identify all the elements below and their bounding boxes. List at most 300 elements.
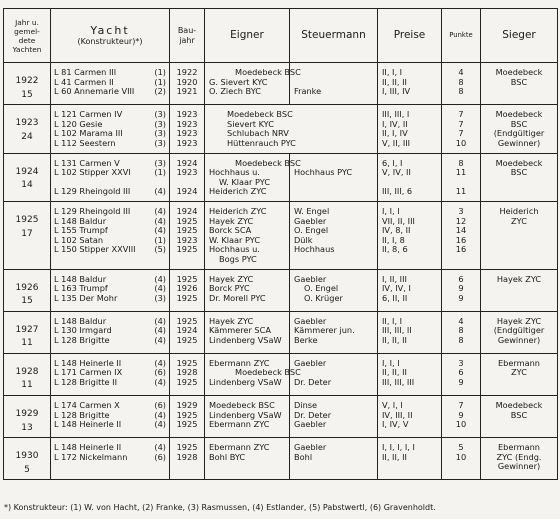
yacht-designer-code (152, 255, 166, 265)
owner-name: Schlubach NRV (227, 129, 289, 139)
baujahr-value: 1925 (176, 410, 198, 420)
winner-text: Hayek ZYC (496, 316, 542, 326)
baujahr-value: 1921 (176, 87, 198, 97)
yacht-name: L 128 Brigitte (54, 410, 110, 420)
helmsman-name: Gaebler (294, 420, 327, 430)
winner-text: BSC (510, 168, 528, 178)
yacht-entry (51, 294, 169, 304)
yacht-entry (51, 317, 169, 327)
owner-cell (205, 201, 290, 269)
prizes-cell (378, 438, 442, 480)
prizes-cell (378, 353, 442, 395)
yacht-entry (51, 129, 169, 139)
race-group-row (4, 396, 558, 438)
points-value: 9 (458, 378, 464, 388)
points-value: 7 (458, 119, 464, 129)
header-year-line: dete (18, 35, 36, 45)
year-cell (4, 201, 51, 269)
prizes-value: V, IV, II (382, 168, 411, 178)
prizes-value: V, II, III (382, 138, 411, 148)
header-year-line: Yachten (12, 44, 42, 54)
race-year: 1928 (15, 366, 39, 377)
helmsman-name (294, 68, 377, 78)
points-value: 9 (458, 284, 464, 294)
winner-text: BSC (510, 119, 528, 129)
prizes-value: II, I, I (382, 316, 403, 326)
yacht-entry (51, 68, 169, 78)
yacht-name: L 130 Irmgard (54, 326, 112, 336)
owner-name: Moedebeck BSC (235, 67, 301, 77)
yacht-designer-code: (3) (154, 293, 166, 303)
owner-name: Hochhaus u. (209, 245, 260, 255)
points-value: 8 (458, 335, 464, 345)
yacht-cell (51, 396, 170, 438)
prizes-cell (378, 63, 442, 105)
points-cell (442, 353, 481, 395)
yacht-name: L 129 Rheingold III (54, 187, 131, 197)
prizes-value: II, II, II (382, 77, 407, 87)
owner-name: Ebermann ZYC (209, 358, 270, 368)
yacht-designer-code: (4) (154, 216, 166, 226)
entry-count: 5 (24, 464, 30, 475)
yacht-designer-code: (4) (154, 226, 166, 236)
helmsman-name (294, 159, 377, 169)
header-punkte: Punkte (442, 9, 481, 63)
prizes-value: III, III, II (382, 326, 412, 336)
yacht-name: L 155 Trumpf (54, 226, 108, 236)
yacht-entry (51, 401, 169, 411)
helmsman-name (294, 178, 377, 188)
results-table (3, 8, 558, 480)
helmsman-cell (290, 438, 378, 480)
baujahr-value: 1922 (176, 68, 198, 77)
yacht-entry (51, 411, 169, 421)
helmsman-name: Gaebler (294, 216, 327, 226)
helmsman-name: Berke (294, 335, 318, 345)
points-value: 9 (458, 410, 464, 420)
race-year: 1927 (15, 324, 39, 335)
yacht-name: L 120 Gesie (54, 119, 103, 129)
yacht-designer-code: (2) (154, 87, 166, 97)
baujahr-value: 1925 (176, 316, 198, 326)
yacht-entry (51, 420, 169, 430)
yacht-designer-code: (1) (154, 168, 166, 178)
yacht-designer-code: (4) (154, 410, 166, 420)
yacht-name: L 148 Baldur (54, 316, 107, 326)
yacht-entry (51, 207, 169, 217)
prizes-value: I, III, IV (382, 87, 411, 97)
helmsman-name (294, 255, 377, 265)
owner-name: Hüttenrauch PYC (227, 138, 296, 148)
yacht-cell (51, 269, 170, 311)
winner-text: Hayek ZYC (496, 274, 542, 284)
winner-text: Moedebeck (495, 68, 543, 77)
yacht-designer-code: (3) (154, 110, 166, 120)
yacht-designer-code: (1) (154, 235, 166, 245)
prizes-cell (378, 105, 442, 153)
owner-name: Hochhaus u. (209, 168, 260, 178)
helmsman-name: Gaebler (294, 316, 327, 326)
yacht-designer-code: (4) (154, 335, 166, 345)
owner-cell (205, 396, 290, 438)
header-steuermann: Steuermann (290, 9, 378, 63)
yacht-name (54, 178, 152, 188)
header-baujahr-line: jahr (179, 35, 195, 45)
baujahr-cell (170, 201, 205, 269)
yacht-designer-code: (4) (154, 420, 166, 430)
prizes-value: V, I, I (382, 401, 403, 411)
owner-cell (205, 269, 290, 311)
prizes-value: 6, I, I (382, 158, 403, 168)
winner-text: (Endgültiger (493, 326, 545, 336)
owner-name: Hayek ZYC (209, 316, 254, 326)
yacht-name: L 148 Heinerle II (54, 420, 122, 430)
baujahr-value: 1925 (176, 335, 198, 345)
entry-count: 17 (21, 228, 33, 239)
year-cell (4, 311, 51, 353)
yacht-name: L 112 Seestern (54, 138, 116, 148)
yacht-name: L 41 Carmen II (54, 77, 114, 87)
baujahr-value: 1925 (176, 245, 198, 255)
points-value: 9 (458, 293, 464, 303)
baujahr-value: 1923 (176, 168, 198, 178)
entry-count: 24 (21, 131, 33, 142)
race-group-row (4, 153, 558, 201)
yacht-entry (51, 236, 169, 246)
winner-cell (481, 396, 558, 438)
prizes-value: III, III, I (382, 110, 410, 120)
header-baujahr-line: Bau- (177, 25, 197, 35)
prizes-value: II, I, IV (382, 129, 408, 139)
baujahr-cell (170, 63, 205, 105)
winner-text: Gewinner) (497, 138, 541, 148)
winner-text: Moedebeck (495, 110, 543, 120)
helmsman-name: W. Engel (294, 206, 330, 216)
yacht-entry (51, 378, 169, 388)
points-value: 8 (458, 77, 464, 87)
owner-name: Ebermann ZYC (209, 443, 270, 453)
winner-text: BSC (510, 410, 528, 420)
helmsman-name: Dinse (294, 401, 318, 411)
yacht-designer-code: (4) (154, 206, 166, 216)
owner-name: O. Ziech BYC (209, 87, 261, 97)
points-value: 8 (458, 158, 464, 168)
helmsman-name: Gaebler (294, 274, 327, 284)
baujahr-value: 1924 (176, 326, 198, 336)
helmsman-name (294, 78, 377, 88)
race-group-row (4, 201, 558, 269)
baujahr-value: 1925 (176, 293, 198, 303)
points-value: 8 (458, 87, 464, 97)
baujahr-value: 1925 (176, 443, 198, 453)
points-value: 4 (458, 316, 464, 326)
yacht-name: L 148 Baldur (54, 216, 107, 226)
owner-name: Borck SCA (209, 226, 252, 236)
owner-name: Hayek ZYC (209, 216, 254, 226)
points-value: 7 (458, 401, 464, 411)
race-year: 1922 (15, 76, 39, 86)
helmsman-cell (290, 311, 378, 353)
helmsman-name: O. Engel (294, 226, 329, 236)
header-yacht-title: Yacht (90, 23, 130, 37)
entry-count: 15 (21, 89, 33, 100)
helmsman-name: Hochhaus PYC (294, 168, 353, 178)
baujahr-cell (170, 396, 205, 438)
yacht-entry (51, 443, 169, 453)
prizes-cell (378, 311, 442, 353)
race-group-row (4, 311, 558, 353)
yacht-entry (51, 245, 169, 255)
helmsman-name: Hochhaus (294, 245, 335, 255)
yacht-designer-code: (4) (154, 274, 166, 284)
prizes-value: II, II, II (382, 368, 407, 378)
points-value: 14 (455, 226, 467, 236)
winner-cell (481, 311, 558, 353)
owner-name: Kämmerer SCA (209, 326, 271, 336)
owner-name: Dr. Morell PYC (209, 293, 266, 303)
yacht-entry (51, 87, 169, 97)
winner-text: ZYC (511, 216, 527, 226)
yacht-entry (51, 226, 169, 236)
prizes-value: II, 8, 6 (382, 245, 408, 255)
owner-name: Heiderich ZYC (209, 206, 267, 216)
race-year: 1925 (15, 214, 39, 225)
baujahr-value: 1928 (176, 452, 198, 462)
race-group-row (4, 269, 558, 311)
prizes-value (382, 178, 441, 188)
points-value: 16 (455, 235, 467, 245)
header-baujahr (170, 9, 205, 63)
prizes-value: IV, III, II (382, 410, 413, 420)
prizes-cell (378, 201, 442, 269)
owner-name: Ebermann ZYC (209, 420, 270, 430)
baujahr-value: 1923 (176, 138, 198, 148)
prizes-value: II, I, I (382, 68, 403, 77)
winner-cell (481, 63, 558, 105)
prizes-value: I, I, I, I, I (382, 443, 415, 453)
header-year (4, 9, 51, 63)
prizes-value (382, 255, 441, 265)
race-group-row (4, 105, 558, 153)
owner-cell (205, 353, 301, 395)
yacht-name: L 129 Rheingold III (54, 206, 131, 216)
points-value: 11 (455, 187, 467, 197)
yacht-cell (51, 353, 170, 395)
points-cell (442, 105, 481, 153)
yacht-name (54, 255, 152, 265)
yacht-designer-code: (4) (154, 187, 166, 197)
owner-name: W. Klaar PYC (209, 235, 261, 245)
owner-name: Lindenberg VSaW (209, 410, 282, 420)
prizes-value: VII, II, III (382, 216, 415, 226)
baujahr-value: 1924 (176, 187, 198, 197)
owner-name: Borck PYC (209, 284, 250, 294)
owner-name: Moedebeck BSC (235, 367, 301, 378)
points-cell (442, 201, 481, 269)
header-year-line: gemel- (14, 26, 40, 36)
yacht-name: L 131 Carmen V (54, 158, 120, 168)
yacht-entry (51, 368, 169, 378)
helmsman-cell (290, 63, 378, 105)
owner-span-cell (205, 105, 378, 153)
baujahr-value: 1925 (176, 420, 198, 430)
yacht-designer-code: (4) (154, 358, 166, 368)
yacht-cell (51, 105, 170, 153)
baujahr-cell (170, 153, 205, 201)
points-cell (442, 438, 481, 480)
header-row (4, 9, 558, 63)
helmsman-cell (290, 201, 378, 269)
winner-text: Moedebeck (495, 401, 543, 411)
winner-text: BSC (510, 77, 528, 87)
yacht-entry (51, 168, 169, 178)
winner-text: Gewinner) (497, 462, 541, 472)
points-value: 6 (458, 274, 464, 284)
entry-count: 11 (21, 380, 33, 391)
yacht-name: L 174 Carmen X (54, 401, 120, 411)
baujahr-value: 1924 (176, 158, 198, 168)
yacht-entry (51, 217, 169, 227)
helmsman-name: Kämmerer jun. (294, 326, 355, 336)
baujahr-cell (170, 438, 205, 480)
yacht-designer-code: (6) (154, 452, 166, 462)
helmsman-name (294, 187, 377, 197)
yacht-entry (51, 178, 169, 188)
owner-name: Sievert KYC (227, 119, 274, 129)
yacht-entry (51, 110, 169, 120)
winner-cell (481, 105, 558, 153)
points-value: 3 (458, 358, 464, 368)
yacht-cell (51, 438, 170, 480)
yacht-designer-code: (4) (154, 443, 166, 453)
header-yacht (51, 9, 170, 63)
winner-text: ZYC (511, 368, 527, 378)
yacht-name: L 135 Der Mohr (54, 293, 118, 303)
yacht-entry (51, 159, 169, 169)
baujahr-value (170, 255, 204, 265)
baujahr-cell (170, 311, 205, 353)
header-sieger: Sieger (481, 9, 558, 63)
yacht-designer-code: (3) (154, 129, 166, 139)
points-value: 10 (455, 138, 467, 148)
yacht-name: L 102 Satan (54, 235, 104, 245)
owner-name: Bohl BYC (209, 452, 246, 462)
race-year: 1929 (15, 409, 39, 420)
header-preise: Preise (378, 9, 442, 63)
baujahr-value: 1926 (176, 284, 198, 294)
year-cell (4, 438, 51, 480)
points-value: 8 (458, 326, 464, 336)
race-year: 1926 (15, 282, 39, 293)
entry-count: 11 (21, 338, 33, 349)
entry-count: 15 (21, 296, 33, 307)
yacht-entry (51, 255, 169, 265)
race-group-row (4, 438, 558, 480)
prizes-value: II, II, II (382, 452, 407, 462)
owner-cell (205, 438, 290, 480)
race-year: 1930 (15, 451, 39, 462)
points-cell (442, 269, 481, 311)
helmsman-name: Bohl (294, 452, 313, 462)
points-cell (442, 396, 481, 438)
baujahr-cell (170, 269, 205, 311)
year-cell (4, 269, 51, 311)
yacht-name: L 148 Heinerle II (54, 358, 122, 368)
winner-text: Ebermann (497, 443, 540, 453)
prizes-cell (378, 153, 442, 201)
owner-cell (205, 63, 301, 105)
yacht-designer-code: (3) (154, 158, 166, 168)
points-value: 7 (458, 129, 464, 139)
points-value: 16 (455, 245, 467, 255)
prizes-value: I, IV, II (382, 119, 408, 129)
prizes-value: IV, 8, II (382, 226, 411, 236)
winner-cell (481, 201, 558, 269)
race-group-row (4, 353, 558, 395)
owner-name: Hayek ZYC (209, 274, 254, 284)
winner-text: Ebermann (497, 358, 540, 368)
yacht-designer-code: (4) (154, 316, 166, 326)
helmsman-cell (290, 153, 378, 201)
yacht-designer-code: (1) (154, 77, 166, 87)
yacht-name: L 81 Carmen III (54, 68, 117, 77)
helmsman-name: Gaebler (294, 358, 327, 368)
points-value (442, 255, 480, 265)
yacht-entry (51, 326, 169, 336)
prizes-value: I, I, I (382, 358, 400, 368)
baujahr-value: 1923 (176, 129, 198, 139)
winner-text: Heiderich (499, 206, 539, 216)
prizes-value: II, I, 8 (382, 235, 405, 245)
points-value: 11 (455, 168, 467, 178)
points-value: 3 (458, 206, 464, 216)
yacht-designer-code: (6) (154, 368, 166, 378)
entry-count: 14 (21, 180, 33, 191)
prizes-cell (378, 396, 442, 438)
year-cell (4, 63, 51, 105)
year-cell (4, 105, 51, 153)
yacht-designer-code: (4) (154, 378, 166, 388)
owner-name: Moedebeck BSC (209, 401, 275, 411)
yacht-name: L 128 Brigitte (54, 335, 110, 345)
yacht-name: L 163 Trumpf (54, 284, 108, 294)
yacht-designer-code: (4) (154, 326, 166, 336)
baujahr-value: 1925 (176, 226, 198, 236)
owner-cell (205, 153, 301, 201)
winner-text: Moedebeck (495, 158, 543, 168)
yacht-entry (51, 78, 169, 88)
points-cell (442, 311, 481, 353)
yacht-entry (51, 120, 169, 130)
yacht-cell (51, 201, 170, 269)
yacht-entry (51, 187, 169, 197)
baujahr-value: 1929 (176, 401, 198, 411)
baujahr-value (170, 178, 204, 188)
baujahr-value: 1923 (176, 119, 198, 129)
prizes-value: IV, IV, I (382, 284, 411, 294)
points-value: 4 (458, 68, 464, 77)
helmsman-name: Dülk (294, 235, 313, 245)
yacht-cell (51, 153, 170, 201)
yacht-designer-code (152, 178, 166, 188)
helmsman-cell (290, 396, 378, 438)
helmsman-name: Gaebler (294, 443, 327, 453)
yacht-name: L 102 Stipper XXVI (54, 168, 131, 178)
baujahr-cell (170, 105, 205, 153)
points-value: 10 (455, 452, 467, 462)
prizes-value: I, IV, V (382, 420, 409, 430)
points-cell (442, 153, 481, 201)
